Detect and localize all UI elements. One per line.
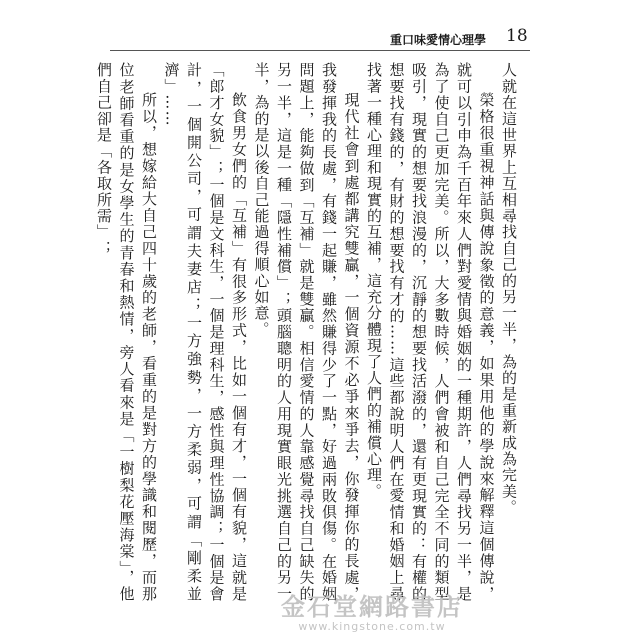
paragraph-4: 飲食男女們的「互補」有很多形式，比如一個有才，一個有貌，這就是「郎才女貌」；一個是文科生，一個是理科生，感性與理性協調；一個是會計，一個開公司，可謂夫妻店；一方強勢，一方柔弱，可謂「剛柔並濟」…… <box>162 62 248 602</box>
body-text <box>93 62 521 602</box>
running-header <box>390 26 540 48</box>
paragraph-3: 現代社會到處都講究雙贏，一個資源不必爭來爭去，你發揮你的長處，我發揮我的長處，有錢一起賺，雖然賺得少了一點，好過兩敗俱傷。在婚姻問題上，能夠做到「互補」就是雙贏。相信愛情的人靠感覺尋找自己缺失的另一半，這是一種「隱性補償」；頭腦聰明的人用現實眼光挑選自己的另一半，為的是以後自己能過得順心如意。 <box>252 62 361 602</box>
watermark-name: 金石堂網路書店 <box>281 592 463 621</box>
paragraph-2: 榮格很重視神話與傳說象徵的意義，如果用他的學說來解釋這個傳說，就可以引申為千百年來人們對愛情與婚姻的一種期許，人們尋找另一半，是為了使自己更加完美。所以，大多數時候，人們會被和自己完全不同的類型吸引，現實的想要找浪漫的，沉靜的想要找活潑的，還有更現實的：有權的想要找有錢的，有財的想要找有才的……這些都說明人們在愛情和婚姻上尋找著一種心理和現實的互補，這充分體現了人們的補償心理。 <box>365 62 496 602</box>
watermark-url: www.kingstone.com.tw <box>298 620 446 633</box>
book-title: 重口味愛情心理學 <box>390 33 487 47</box>
paragraph-1: 人就在這世界上互相尋找自己的另一半，為的是重新成為完美。 <box>500 62 518 516</box>
page-number: 18 <box>506 26 528 46</box>
paragraph-5: 所以，想嫁給大自己四十歲的老師，看重的是對方的學識和閱歷，而那位老師看重的是女學生的青春和熱情，旁人看來是「一樹梨花壓海棠」，他們自己卻是「各取所需」； <box>95 62 158 602</box>
header-rule <box>110 50 530 51</box>
